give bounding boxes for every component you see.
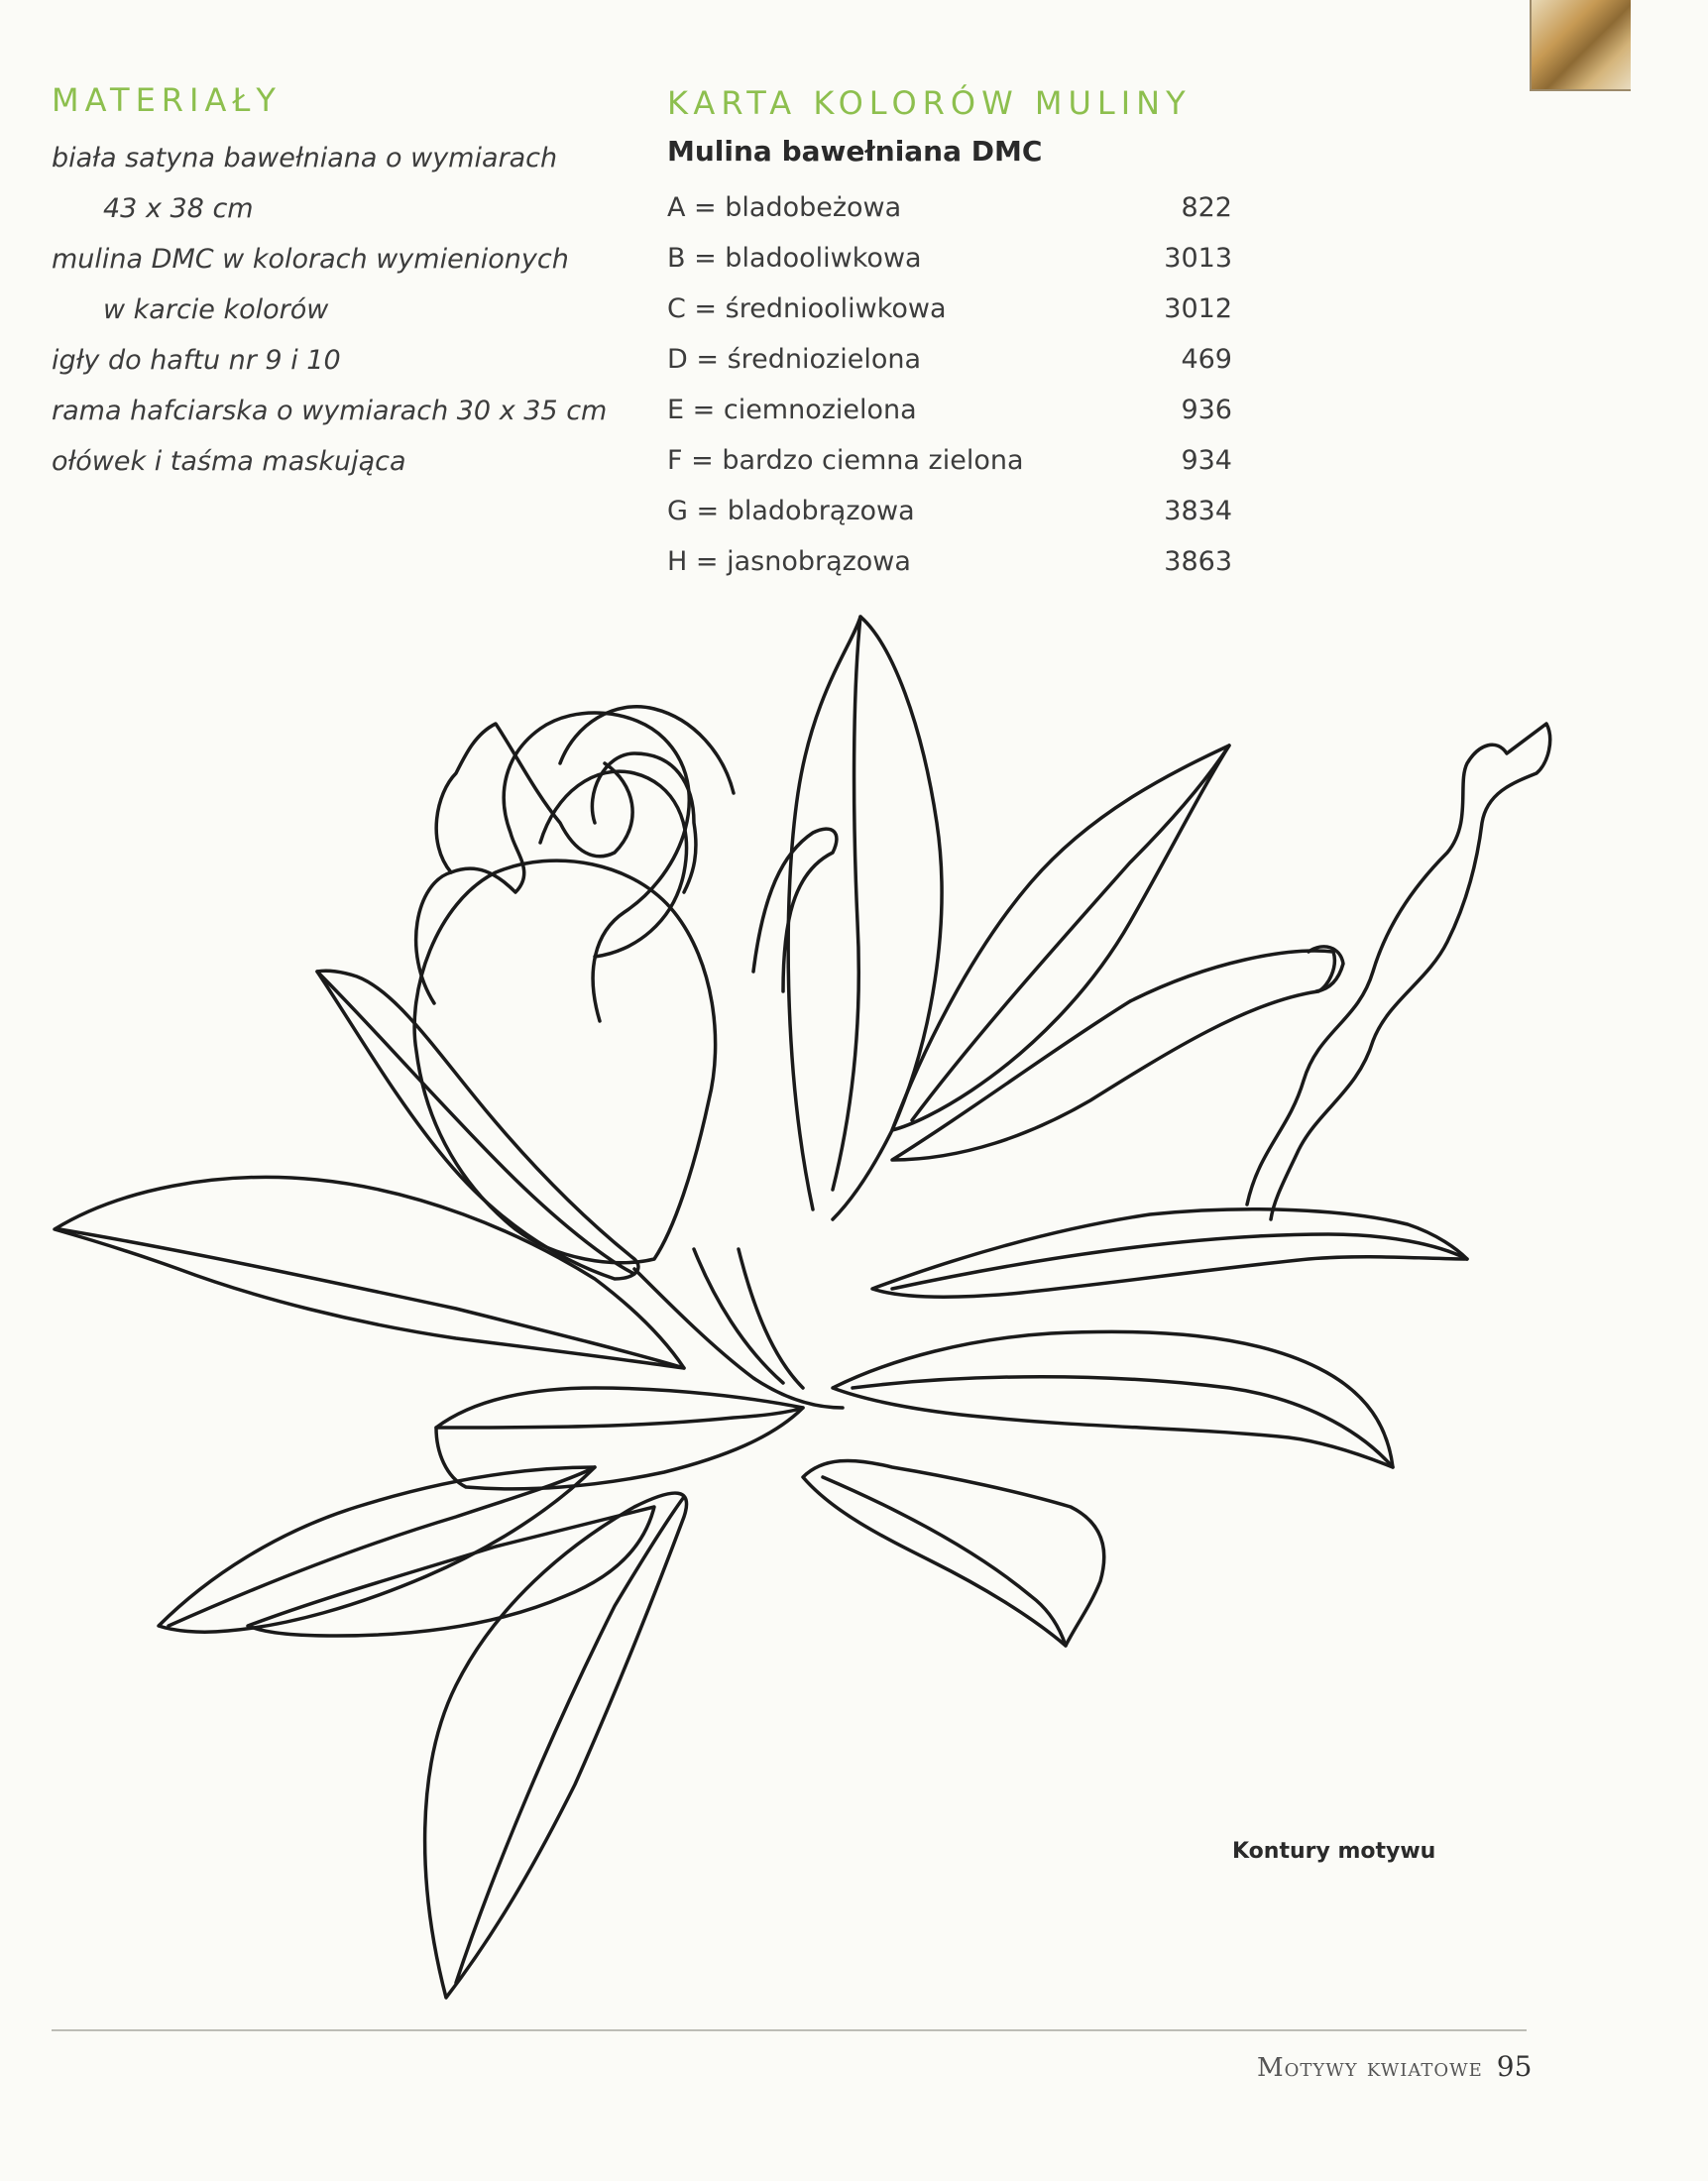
color-code: 822 [1181,192,1232,223]
materials-item: mulina DMC w kolorach wymienionych [52,244,569,275]
bud-outer-petal [416,713,690,1021]
leaf-upper-right [892,746,1229,1130]
page-number: 95 [1496,2050,1533,2083]
color-label: D = średniozielona [667,344,921,375]
color-label: A = bladobeżowa [667,192,902,223]
leaf-far-left [55,1177,684,1368]
drawing-caption: Kontury motywu [1232,1839,1436,1864]
color-code: 3012 [1164,293,1232,324]
materials-item: w karcie kolorów [103,294,329,325]
leaf-lower-left-vein [169,1467,595,1626]
leaf-left-upper [317,971,638,1279]
color-chart-subheading: Mulina bawełniana DMC [667,135,1043,168]
leaf-far-right-vein [892,1234,1467,1289]
color-code: 469 [1181,344,1232,375]
materials-item: ołówek i taśma maskująca [52,446,406,477]
materials-item: 43 x 38 cm [103,193,254,224]
bud-front-petal [436,724,632,872]
leaf-left-upper-vein [317,972,634,1274]
leaf-lower-right [833,1331,1393,1467]
materials-item: biała satyna bawełniana o wymiarach [52,143,558,173]
leaf-lower-right-vein [853,1377,1393,1467]
materials-item: rama hafciarska o wymiarach 30 x 35 cm [52,396,608,426]
leaf-upper-right-vein [912,746,1229,1120]
leaf-stalk [753,829,837,991]
leaf-far-left-vein [59,1229,684,1368]
leaf-right-mid [892,951,1334,1160]
color-label: F = bardzo ciemna zielona [667,445,1024,476]
color-label: E = ciemnozielona [667,395,917,425]
color-chart-heading: KARTA KOLORÓW MULINY [667,84,1192,122]
stem-secondary [694,1249,783,1383]
leaf-bottom-center-vein [823,1477,1066,1646]
bud-tip-petal [592,753,696,892]
color-code: 934 [1181,445,1232,476]
leaf-lower-long-vein [456,1497,684,1983]
stem-main [634,1269,843,1408]
branch-outline [1247,724,1550,1219]
leaf-left-mid-vein [436,1408,803,1428]
leaf-upright-vein [833,617,860,1190]
color-label: C = średniooliwkowa [667,293,947,324]
bud-body [414,861,716,1263]
color-code: 3834 [1164,496,1232,526]
page-footer [1257,2050,1532,2083]
stem-tertiary [739,1249,803,1388]
color-label: G = bladobrązowa [667,496,915,526]
leaf-lower-long [425,1493,687,1998]
footer-divider [52,2029,1527,2031]
materials-item: igły do haftu nr 9 i 10 [52,345,341,376]
leaf-upright [788,617,942,1219]
footer-section-title: Motywy kwiatowe [1257,2053,1483,2083]
color-code: 3863 [1164,546,1232,577]
leaf-far-right [872,1209,1467,1297]
color-code: 3013 [1164,243,1232,274]
bud-inner-petal [540,771,687,957]
materials-heading: MATERIAŁY [52,81,282,119]
color-label: B = bladooliwkowa [667,243,922,274]
color-label: H = jasnobrązowa [667,546,911,577]
color-code: 936 [1181,395,1232,425]
